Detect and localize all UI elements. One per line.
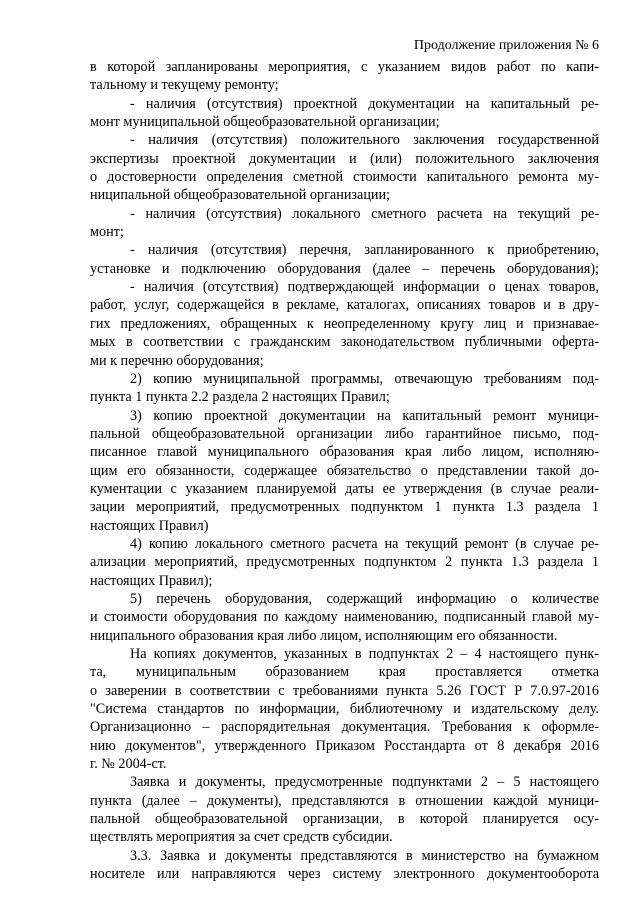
text-line: На копиях документов, указанных в подпунктах 2 – 4 настоящего пунк- bbox=[130, 646, 599, 662]
text-line: 5) перечень оборудования, содержащий информацию о количестве bbox=[130, 590, 599, 607]
text-line: писанное главой муниципального образования края либо лицом, исполняю- bbox=[90, 444, 599, 461]
text-line: та, муниципальным образованием края проставляется отметка bbox=[90, 664, 599, 681]
text-line: нию документов", утвержденного Приказом Росстандарта от 8 декабря 2016 bbox=[90, 737, 599, 754]
text-line: - наличия (отсутствия) положительного заключения государственной bbox=[130, 132, 599, 149]
text-line: ществлять мероприятия за счет средств субсидии. bbox=[90, 829, 393, 846]
text-line: 2) копию муниципальной программы, отвечающую требованиям под- bbox=[130, 370, 599, 387]
page-header: Продолжение приложения № 6 bbox=[413, 38, 599, 53]
text-line: о заверении в соответствии с требованиями пункта 5.26 ГОСТ Р 7.0.97-2016 bbox=[90, 682, 599, 699]
text-line: и стоимости оборудования по каждому наименованию, подписанный главой му- bbox=[90, 609, 599, 626]
text-line: щим его обязанности, содержащее обязательство о представлении такой до- bbox=[90, 462, 599, 479]
document-body bbox=[90, 58, 599, 883]
text-line: 3.3. Заявка и документы представляются в министерство на бумажном bbox=[130, 847, 599, 864]
text-line: ми к перечню оборудования; bbox=[90, 352, 264, 369]
text-line: настоящих Правил); bbox=[90, 572, 213, 589]
text-line: 3) копию проектной документации на капитальный ремонт муници- bbox=[130, 407, 599, 424]
text-line: гих предложениях, обращенных к неопределенному кругу лиц и признавае- bbox=[90, 315, 599, 332]
text-line: экспертизы проектной документации и (или) положительного заключения bbox=[90, 150, 599, 167]
text-line: пальной общеобразовательной организации, в которой планируется осу- bbox=[90, 811, 599, 828]
text-line: - наличия (отсутствия) проектной документации на капитальный ре- bbox=[130, 95, 599, 112]
text-line: монт; bbox=[90, 224, 124, 241]
text-line: монт муниципальной общеобразовательной организации; bbox=[90, 114, 440, 131]
text-line: тальному и текущему ремонту; bbox=[90, 77, 279, 94]
text-line: зации мероприятий, предусмотренных подпунктом 1 пункта 1.3 раздела 1 bbox=[90, 499, 599, 516]
text-line: мых в соответствии с гражданским законодательством публичными оферта- bbox=[90, 334, 599, 351]
text-line: ниципальной общеобразовательной организации; bbox=[90, 187, 391, 204]
text-line: Организационно – распорядительная документация. Требования к оформле- bbox=[90, 719, 599, 736]
text-line: г. № 2004-ст. bbox=[90, 756, 167, 773]
text-line: пункта 1 пункта 2.2 раздела 2 настоящих Правил; bbox=[90, 389, 390, 406]
text-line: ализации мероприятий, предусмотренных подпунктом 2 пункта 1.3 раздела 1 bbox=[90, 554, 599, 571]
text-line: ниципального образования края либо лицом, исполняющим его обязанности. bbox=[90, 627, 558, 644]
text-line: - наличия (отсутствия) локального сметного расчета на текущий ре- bbox=[130, 205, 599, 222]
text-line: кументации с указанием планируемой даты ее утверждения (в случае реали- bbox=[90, 480, 599, 497]
text-line: работ, услуг, содержащейся в рекламе, каталогах, описаниях товаров и в дру- bbox=[90, 297, 599, 314]
text-line: - наличия (отсутствия) перечня, запланированного к приобретению, bbox=[130, 242, 599, 259]
text-line: - наличия (отсутствия) подтверждающей информации о ценах товаров, bbox=[130, 279, 599, 296]
text-line: "Система стандартов по информации, библиотечному и издательскому делу. bbox=[90, 701, 599, 718]
text-line: 4) копию локального сметного расчета на текущий ремонт (в случае ре- bbox=[130, 535, 599, 552]
text-line: пальной общеобразовательной организации либо гарантийное письмо, под- bbox=[90, 425, 599, 442]
text-line: пункта (далее – документы), представляются в отношении каждой муници- bbox=[90, 792, 599, 809]
text-line: Заявка и документы, предусмотренные подпунктами 2 – 5 настоящего bbox=[130, 774, 599, 791]
text-line: в которой запланированы мероприятия, с указанием видов работ по капи- bbox=[90, 59, 599, 75]
text-line: установке и подключению оборудования (далее – перечень оборудования); bbox=[90, 260, 599, 277]
text-line: носителе или направляются через систему электронного документооборота bbox=[90, 866, 599, 883]
text-line: о достоверности определения сметной стоимости капитального ремонта му- bbox=[90, 169, 599, 186]
text-line: настоящих Правил) bbox=[90, 517, 209, 534]
